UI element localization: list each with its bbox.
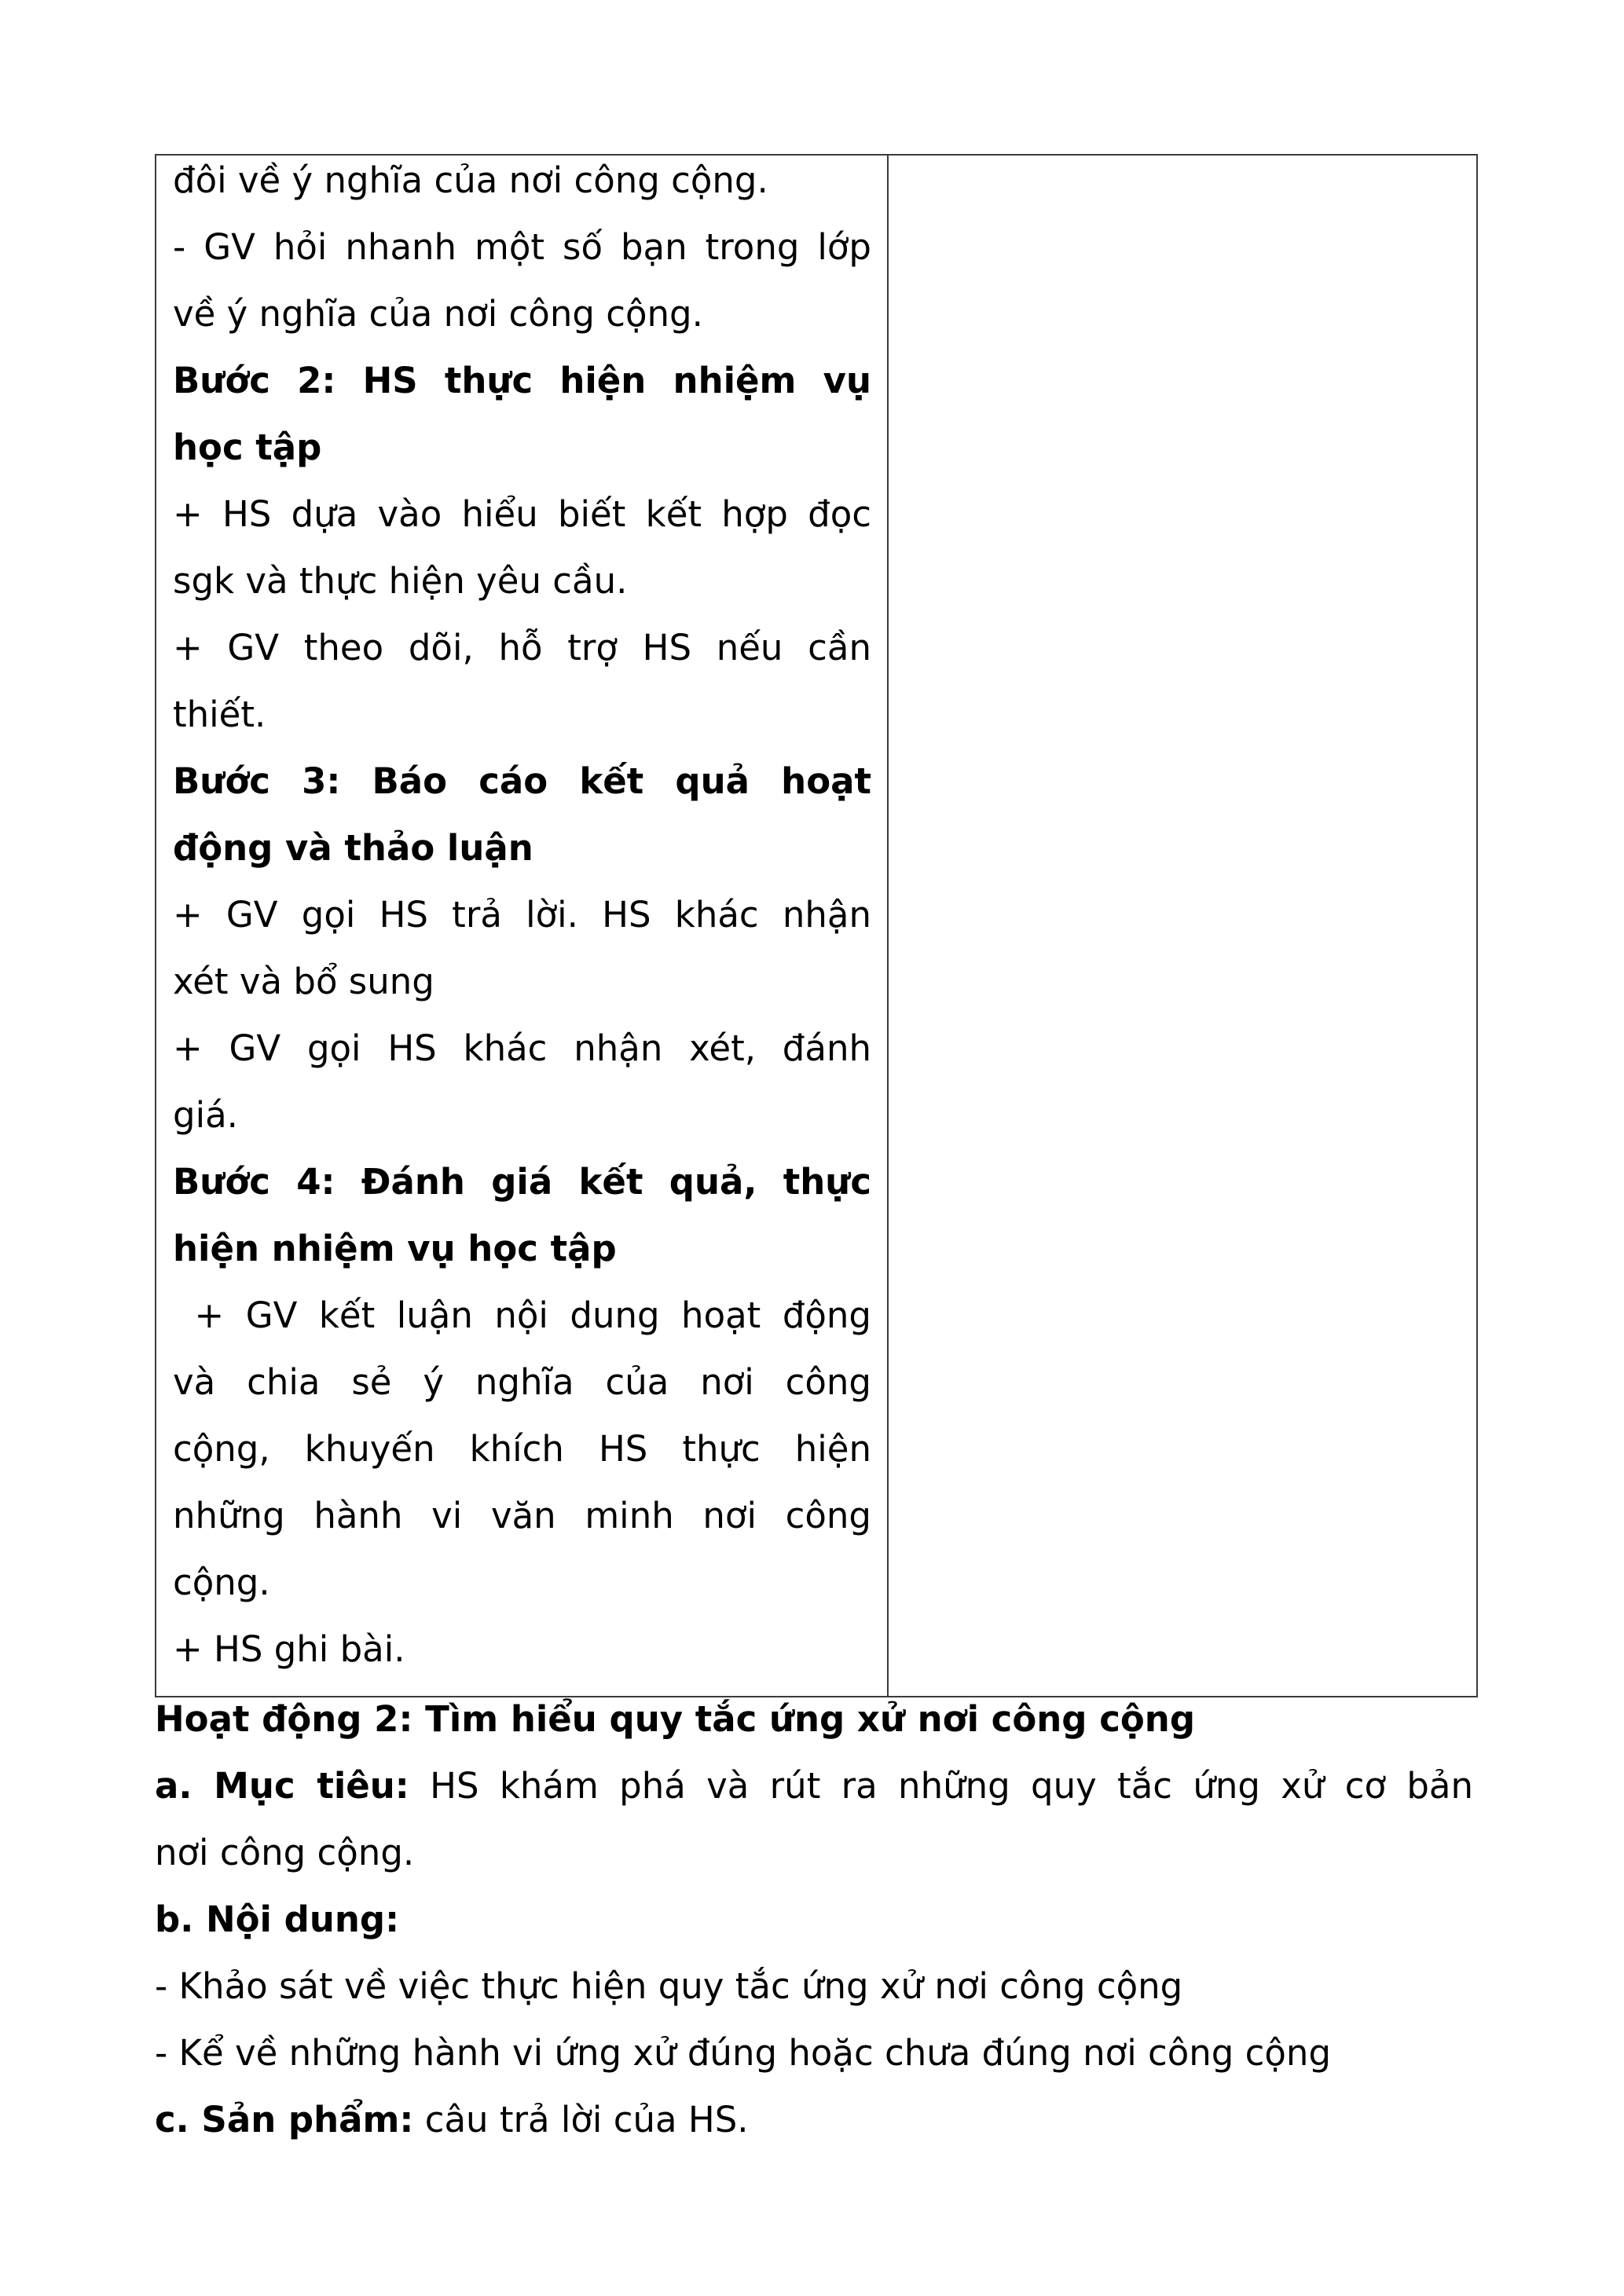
activity-2-section xyxy=(155,1686,1473,2153)
activity-steps xyxy=(156,147,887,1683)
step-text-line: cộng, khuyến khích HS thực hiện xyxy=(173,1428,871,1470)
step-text-line: thiết. xyxy=(173,694,266,735)
goal-paragraph-line-1 xyxy=(155,1752,1473,1819)
step-text-line: + GV gọi HS khác nhận xét, đánh xyxy=(173,1027,871,1069)
step-heading-line: học tập xyxy=(173,427,322,468)
step-text-line: và chia sẻ ý nghĩa của nơi công xyxy=(173,1361,871,1403)
step-text-line: - GV hỏi nhanh một số bạn trong lớp xyxy=(173,226,871,268)
expected-outcome-cell xyxy=(888,155,1477,1697)
product-paragraph xyxy=(155,2086,1473,2153)
step-text-line: sgk và thực hiện yêu cầu. xyxy=(173,560,628,602)
teacher-student-activity-cell xyxy=(156,155,888,1697)
step-text-line: + GV kết luận nội dung hoạt động xyxy=(173,1294,871,1336)
step-heading-line: Bước 3: Báo cáo kết quả hoạt xyxy=(173,760,871,802)
product-label: c. Sản phẩm: xyxy=(155,2099,414,2140)
step-heading-line: hiện nhiệm vụ học tập xyxy=(173,1228,617,1269)
step-text-line: + HS ghi bài. xyxy=(173,1628,405,1670)
goal-paragraph-line-2: nơi công cộng. xyxy=(155,1832,415,1873)
step-text-line: những hành vi văn minh nơi công xyxy=(173,1495,871,1536)
step-text-line: xét và bổ sung xyxy=(173,961,434,1002)
step-text-line: về ý nghĩa của nơi công cộng. xyxy=(173,293,703,335)
activity-table xyxy=(155,154,1478,1697)
goal-label: a. Mục tiêu: xyxy=(155,1765,409,1807)
step-text-line: cộng. xyxy=(173,1562,270,1603)
step-text-line: đôi về ý nghĩa của nơi công cộng. xyxy=(173,159,768,201)
content-item-survey: - Khảo sát về việc thực hiện quy tắc ứng xử nơi công cộng xyxy=(155,1965,1183,2007)
content-label: b. Nội dung: xyxy=(155,1899,400,1940)
product-text: câu trả lời của HS. xyxy=(413,2099,749,2140)
content-item-behaviors: - Kể về những hành vi ứng xử đúng hoặc chưa đúng nơi công cộng xyxy=(155,2032,1332,2074)
table-row xyxy=(156,155,1477,1697)
goal-text: HS khám phá và rút ra những quy tắc ứng xử cơ bản xyxy=(409,1765,1473,1807)
step-text-line: + GV theo dõi, hỗ trợ HS nếu cần xyxy=(173,627,871,668)
activity-2-heading: Hoạt động 2: Tìm hiểu quy tắc ứng xử nơi công cộng xyxy=(155,1698,1196,1740)
step-heading-line: Bước 4: Đánh giá kết quả, thực xyxy=(173,1161,871,1203)
step-heading-line: Bước 2: HS thực hiện nhiệm vụ xyxy=(173,360,871,401)
step-text-line: + HS dựa vào hiểu biết kết hợp đọc xyxy=(173,493,871,535)
step-heading-line: động và thảo luận xyxy=(173,827,533,869)
step-text-line: + GV gọi HS trả lời. HS khác nhận xyxy=(173,894,871,936)
step-text-line: giá. xyxy=(173,1094,238,1136)
